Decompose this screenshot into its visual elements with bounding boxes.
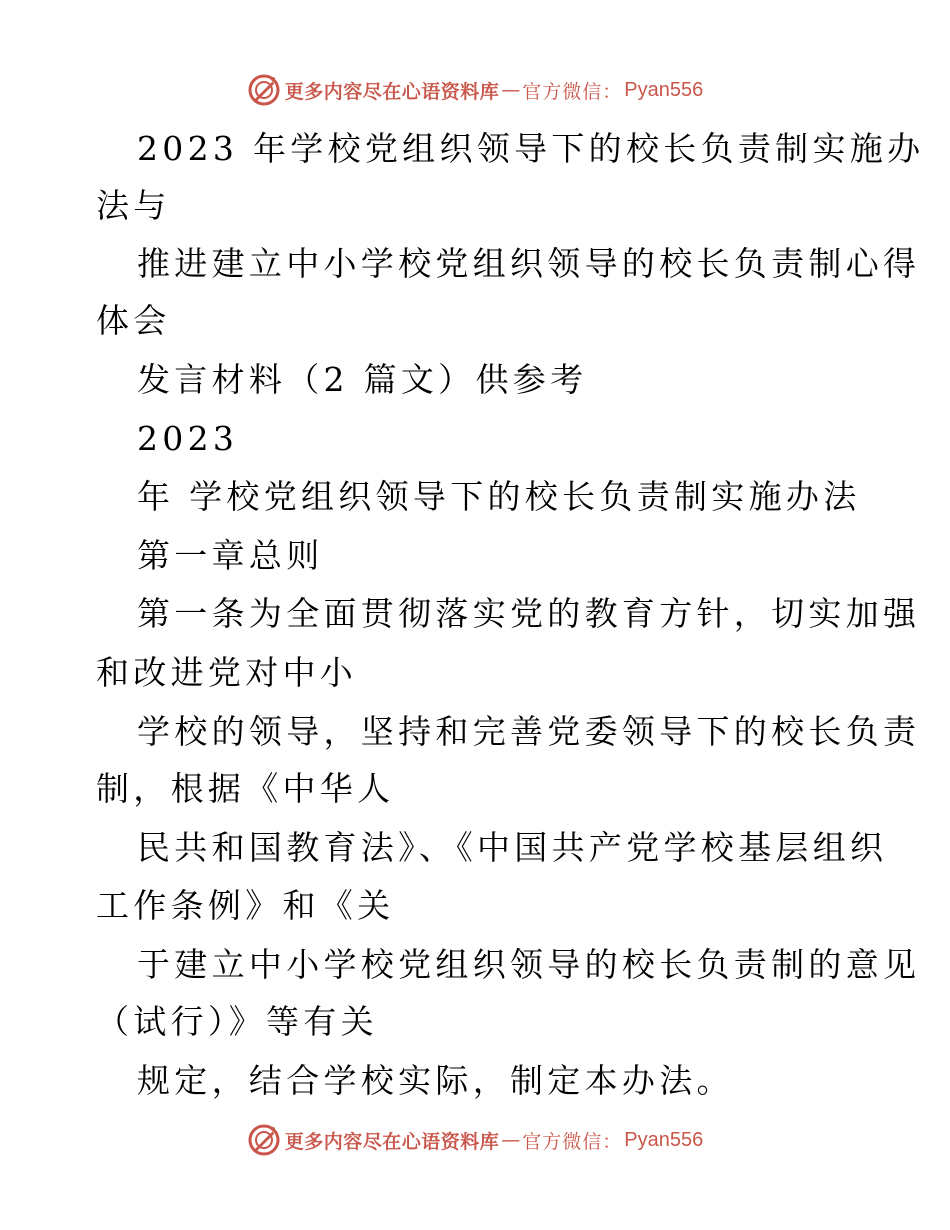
body-line: 第一章总则 — [137, 536, 324, 575]
body-line: 发言材料（2 篇文）供参考 — [137, 360, 588, 399]
footer-banner-wechat: 官方微信： — [522, 1130, 623, 1153]
body-line: （试行）》等有关 — [96, 1002, 378, 1041]
body-line: 推进建立中小学校党组织领导的校长负责制心得 — [137, 244, 921, 283]
body-line: 第一条为全面贯彻落实党的教育方针，切实加强 — [137, 594, 921, 633]
header-banner-text: 更多内容尽在心语资料库 — [284, 80, 500, 103]
body-line: 学校的领导，坚持和完善党委领导下的校长负责 — [137, 712, 921, 751]
body-line: 民共和国教育法》、《中国共产党学校基层组织 — [137, 828, 888, 867]
body-line: 年 学校党组织领导下的校长负责制实施办法 — [137, 477, 861, 516]
body-line: 工作条例》和《关 — [96, 886, 395, 925]
header-banner-id: Pyan556 — [624, 78, 704, 101]
body-line: 和改进党对中小 — [96, 653, 358, 692]
footer-banner-text: 更多内容尽在心语资料库 — [284, 1130, 500, 1153]
body-line: 于建立中小学校党组织领导的校长负责制的意见 — [137, 945, 921, 984]
pen-circle-logo-icon — [247, 73, 281, 107]
footer-banner-id: Pyan556 — [624, 1128, 704, 1151]
footer-banner — [0, 1120, 950, 1160]
pen-circle-logo-icon — [247, 1123, 281, 1157]
header-banner-wechat: 官方微信： — [522, 80, 623, 103]
body-line: 制，根据《中华人 — [96, 769, 395, 808]
body-line: 体会 — [96, 301, 171, 340]
body-line: 2023 年学校党组织领导下的校长负责制实施办 — [137, 129, 925, 168]
body-line: 法与 — [96, 186, 171, 225]
body-line: 2023 — [137, 419, 239, 458]
body-line: 规定，结合学校实际，制定本办法。 — [137, 1061, 734, 1100]
header-banner — [0, 70, 950, 110]
header-banner-dash: — — [501, 79, 521, 101]
footer-banner-dash: — — [501, 1129, 521, 1151]
